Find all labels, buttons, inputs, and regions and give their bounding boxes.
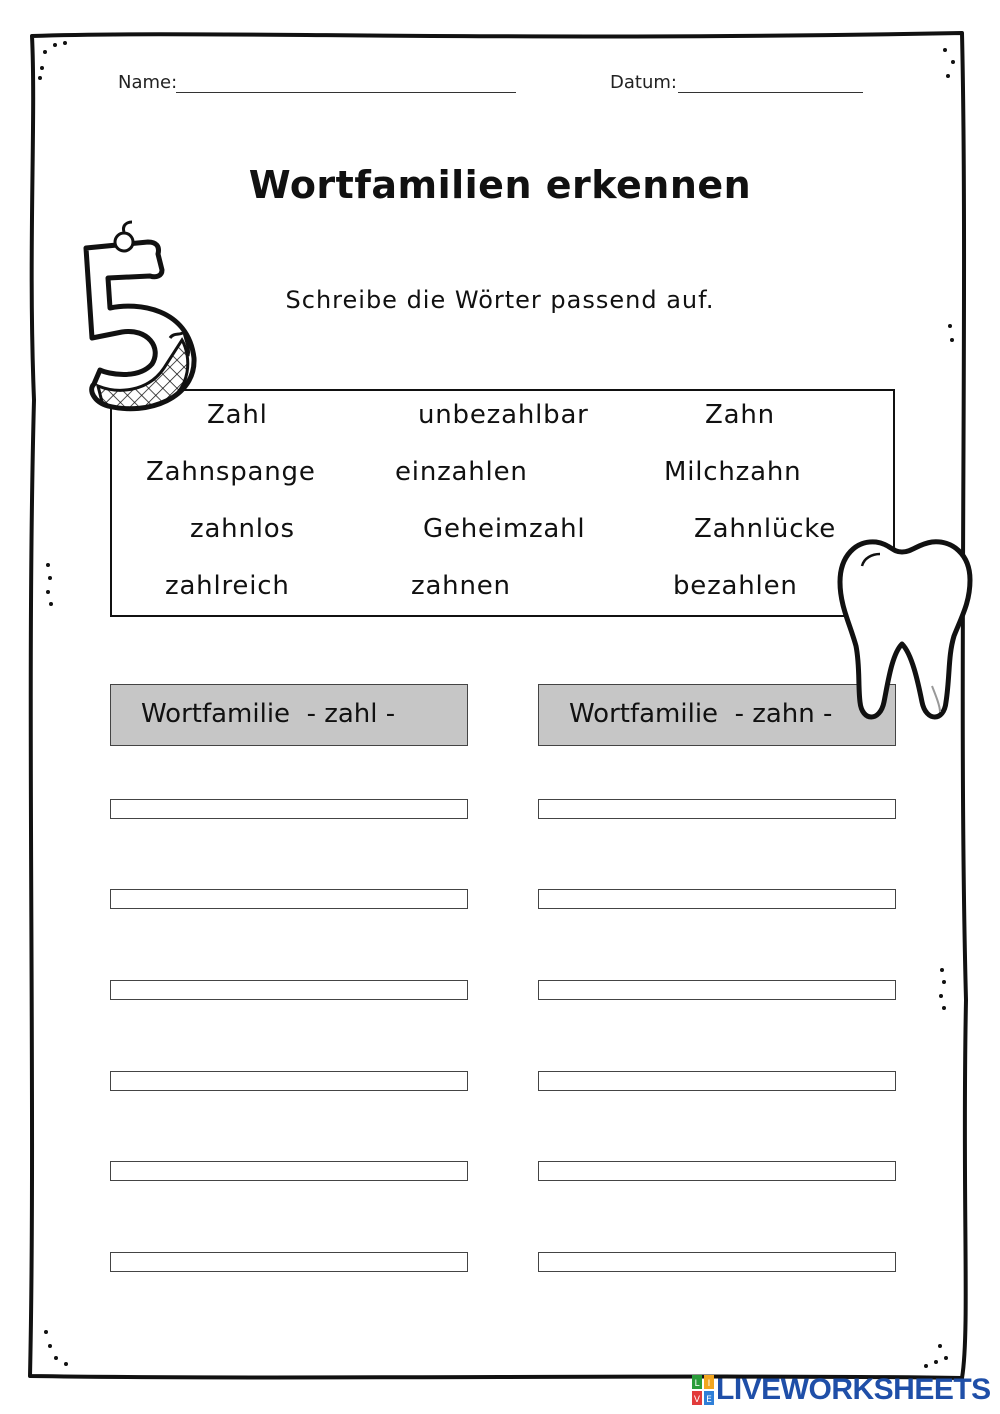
- word-item: Zahn: [705, 400, 775, 430]
- answer-line-zahl-3[interactable]: [110, 980, 468, 1000]
- family-header-zahl: Wortfamilie - zahl -: [110, 684, 468, 746]
- word-item: zahnlos: [190, 514, 295, 544]
- brand-text: LIVEWORKSHEETS: [716, 1373, 991, 1406]
- date-label: Datum:: [610, 72, 677, 93]
- word-item: bezahlen: [673, 571, 798, 601]
- word-item: unbezahlbar: [418, 400, 589, 430]
- word-item: zahnen: [411, 571, 511, 601]
- tooth-icon: [836, 536, 974, 726]
- word-item: Zahnspange: [146, 457, 316, 487]
- date-field-line[interactable]: [678, 92, 863, 93]
- svg-text:E: E: [706, 1395, 712, 1405]
- answer-line-zahn-1[interactable]: [538, 799, 896, 819]
- name-label: Name:: [118, 72, 178, 93]
- answer-line-zahn-4[interactable]: [538, 1071, 896, 1091]
- answer-line-zahn-5[interactable]: [538, 1161, 896, 1181]
- answer-line-zahl-1[interactable]: [110, 799, 468, 819]
- answer-line-zahn-3[interactable]: [538, 980, 896, 1000]
- word-item: einzahlen: [395, 457, 528, 487]
- family-header-zahn: Wortfamilie - zahn -: [538, 684, 896, 746]
- answer-line-zahl-4[interactable]: [110, 1071, 468, 1091]
- answer-line-zahl-6[interactable]: [110, 1252, 468, 1272]
- word-item: Milchzahn: [664, 457, 802, 487]
- svg-text:V: V: [693, 1395, 701, 1405]
- answer-line-zahn-6[interactable]: [538, 1252, 896, 1272]
- number-five-icon: [78, 218, 204, 416]
- answer-line-zahl-2[interactable]: [110, 889, 468, 909]
- answer-line-zahn-2[interactable]: [538, 889, 896, 909]
- answer-line-zahl-5[interactable]: [110, 1161, 468, 1181]
- name-field-line[interactable]: [176, 92, 516, 93]
- word-item: Zahnlücke: [694, 514, 837, 544]
- page-title: Wortfamilien erkennen: [248, 163, 752, 207]
- svg-text:L: L: [694, 1379, 700, 1389]
- brand-logo-icon: [692, 1375, 714, 1405]
- svg-text:I: I: [707, 1379, 711, 1389]
- word-item: zahlreich: [165, 571, 290, 601]
- word-item: Geheimzahl: [423, 514, 586, 544]
- instruction-text: Schreibe die Wörter passend auf.: [285, 286, 715, 314]
- liveworksheets-logo: [692, 1372, 991, 1408]
- word-item: Zahl: [207, 400, 268, 430]
